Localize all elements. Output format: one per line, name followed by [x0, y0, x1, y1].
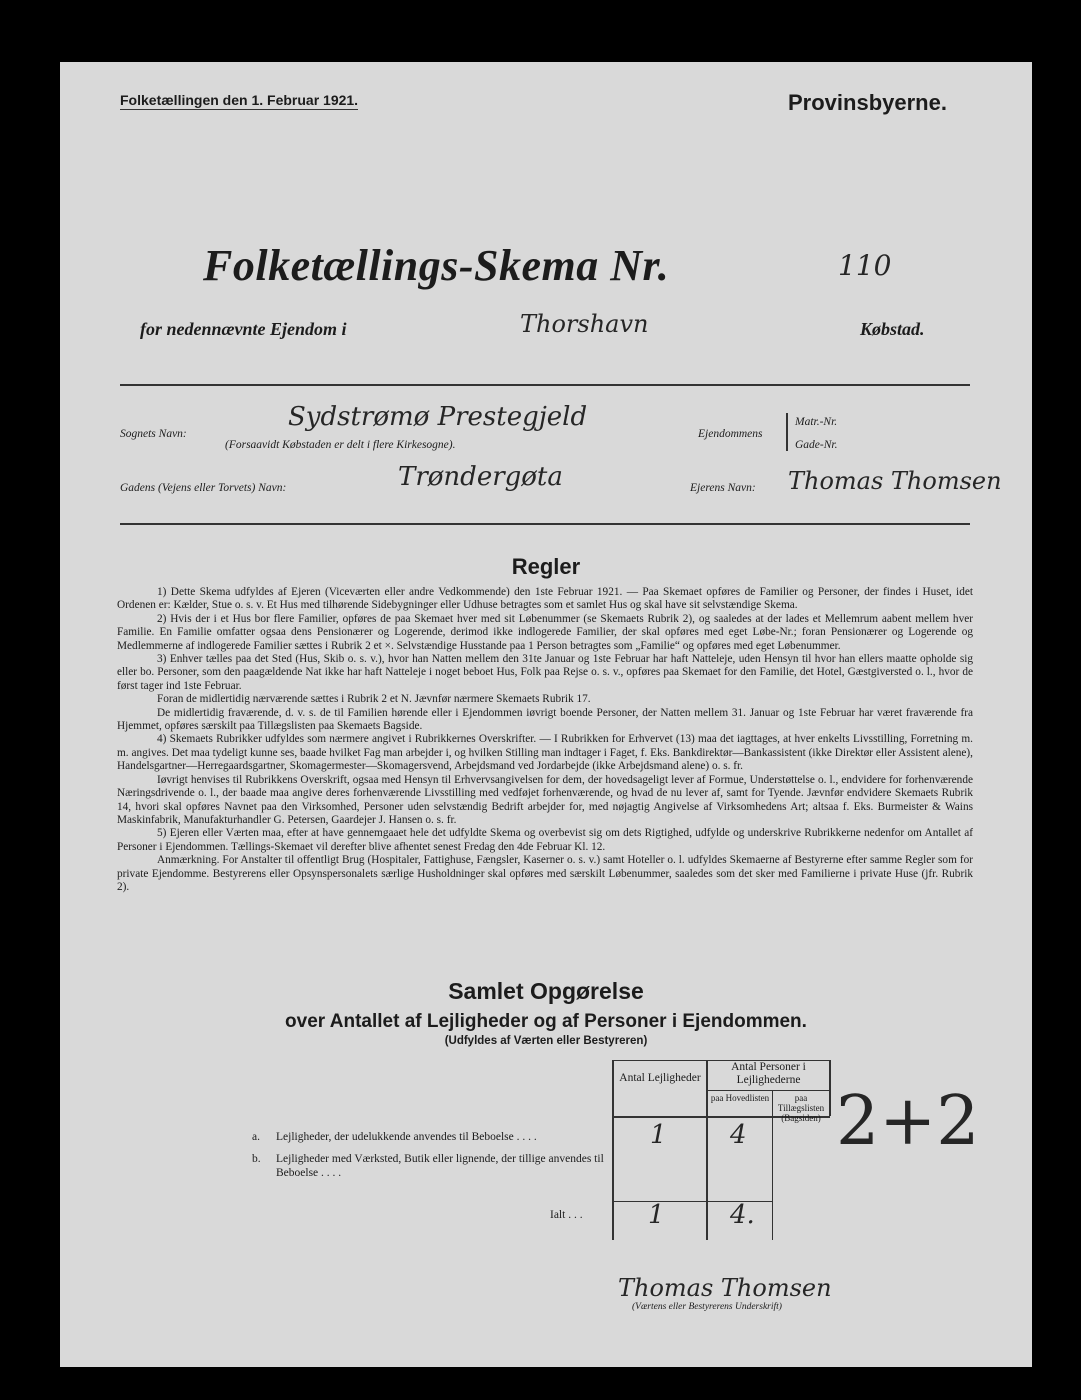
col-tillaeg-header: paa Tillægslisten (Bagsiden)	[777, 1093, 825, 1123]
total-hoved: 4.	[730, 1200, 755, 1230]
parish-value: Sydstrømø Prestegjeld	[288, 402, 588, 432]
rule-3-note-a: Foran de midlertidig nærværende sættes i Rubrik 2 et N. Jævnfør nærmere Skemaets Rubrik 17.	[157, 693, 591, 706]
table-line-mid	[706, 1060, 708, 1240]
row-a-hoved: 4	[730, 1120, 747, 1150]
summary-title: Samlet Opgørelse	[448, 978, 644, 1004]
divider-top	[120, 384, 970, 386]
rules-text	[117, 586, 973, 894]
owner-label: Ejerens Navn:	[690, 482, 756, 494]
street-value: Trøndergøta	[398, 462, 563, 492]
signature-caption: (Værtens eller Bestyrerens Underskrift)	[632, 1302, 782, 1312]
summary-note: (Udfyldes af Værten eller Bestyreren)	[444, 1035, 648, 1047]
region-header: Provinsbyerne.	[788, 90, 947, 115]
form-title: Folketællings-Skema Nr.	[203, 241, 670, 290]
property-suffix: Købstad.	[860, 319, 925, 339]
census-date-header: Folketællingen den 1. Februar 1921.	[120, 92, 359, 108]
owner-value: Thomas Thomsen	[788, 467, 1002, 495]
rule-5: 5) Ejeren eller Værten maa, efter at have gennemgaaet hele det udfyldte Skema og overbevist sig om dets Rigtighed, udfylde og underskrive Rubrikkerne nedenfor om Antallet af Personer i Ejendommen. Tællings-Skemaet vil derefter blive afhentet senest Fredag den 4de Februar Kl. 12.	[117, 827, 973, 853]
census-form	[60, 62, 1032, 1367]
row-a-antal: 1	[650, 1120, 667, 1150]
col-hoved-header: paa Hovedlisten	[710, 1093, 770, 1103]
gade-label: Gade-Nr.	[795, 439, 838, 451]
rule-1: 1) Dette Skema udfyldes af Ejeren (Viceværten eller andre Vedkommende) den 1ste Februar 1921. — Paa Skemaet opføres de Familier og Personer, der findes i Huset, idet Ordenen er: Kælder, Stue o. s. v. Et Hus med tilhørende Sidebygninger eller Udhuse betragtes som et samlet Hus og skal have sit selvstændige Skema.	[117, 586, 973, 612]
rule-remark: Anmærkning. For Anstalter til offentligt Brug (Hospitaler, Fattighuse, Fængsler, Kaserner o. s. v.) samt Hoteller o. l. udfyldes Skemaerne af Bestyrerne efter samme Regler som for private Ejendomme. Bestyrerens eller Opsynspersonalets særlige Husholdninger skal opføres med særskilt Løbenummer, saaledes som det sker med Familierne i private Huse (jfr. Rubrik 2).	[117, 854, 973, 893]
row-a-letter: a.	[252, 1131, 260, 1143]
property-label: Ejendommens	[698, 428, 763, 440]
parish-label: Sognets Navn:	[120, 428, 187, 440]
rule-3-note-b: De midlertidig fraværende, d. v. s. de til Familien hørende eller i Ejendommen iøvrigt boende Personer, der Natten mellem 31. Januar og 1ste Februar har været fraværende fra Hjemmet, opføres særskilt paa Tillægslisten paa Skemaets Bagside.	[117, 706, 973, 733]
table-line-header-split	[706, 1090, 830, 1091]
total-label: Ialt . . .	[550, 1209, 583, 1221]
rules-title: Regler	[511, 554, 581, 579]
row-b-label: Lejligheder med Værksted, Butik eller lignende, der tillige anvendes til Beboelse . . . .	[276, 1153, 604, 1179]
rule-3: 3) Enhver tælles paa det Sted (Hus, Skib o. s. v.), hvor han Natten mellem den 31te Januar og 1ste Februar har haft Natteleje, uden Hensyn til hvor han ellers maatte opholde sig eller bo. Personer, som den paagældende Nat ikke har haft Natteleje i noget beboet Hus, Folk paa Rejse o. s. v., opføres paa Skemaet for den Familie, det Hotel, Gæstgiversted o. l., hvor de først tager ind 1ste Februar.	[117, 653, 973, 692]
summary-subtitle: over Antallet af Lejligheder og af Personer i Ejendommen.	[285, 1011, 807, 1032]
parish-note: (Forsaavidt Købstaden er delt i flere Kirkesogne).	[225, 439, 456, 451]
col-personer-header: Antal Personer i Lejlighederne	[731, 1061, 806, 1086]
table-line-left	[612, 1060, 614, 1240]
row-b-letter: b.	[252, 1153, 261, 1165]
signature: Thomas Thomsen	[618, 1274, 832, 1302]
rule-4: 4) Skemaets Rubrikker udfyldes som nærmere angivet i Rubrikkernes Overskrifter. — I Rubrikken for Erhvervet (13) maa det iagttages, at hver enkelts Livsstilling, Forretning m. m. angives. Det maa tydeligt kunne ses, baade hvilket Fag man arbejder i, og hvilken Stilling man indtager i Faget, f. Eks. Bankdirektør—Bankassistent (ikke Direktør eller Assistent alene), Handelsgartner—Herregaardsgartner, Skomagermester—Skomagersvend, Arbejdsmand ved Jordarbejde (ikke Arbejdsmand alene) o. s. fr.	[117, 733, 973, 773]
rule-4-note: Iøvrigt henvises til Rubrikkens Overskrift, ogsaa med Hensyn til Erhvervsangivelsen for dem, der hovedsageligt lever af Formue, Understøttelse o. l., endvidere for forhenværende Næringsdrivende o. l., der baade maa angive deres forhenværende Livsstilling med vedføjet forhenværende, og hvad de nu lever af, samt for Tyende. Jævnfør endvidere Skemaets Rubrik 14, hvori skal opføres Navnet paa den Virksomhed, Personer uden selvstændig Bedrift arbejder for, med nøjagtig Angivelse af Virksomhedens Art; altsaa f. Eks. Burmeister & Wains Maskinfabrik, Manufakturhandler G. Petersen, Gaardejer J. Hansen o. s. fr.	[117, 773, 973, 826]
street-label: Gadens (Vejens eller Torvets) Navn:	[120, 482, 287, 494]
town-value: Thorshavn	[520, 310, 649, 338]
property-brace	[786, 413, 788, 451]
divider-bottom	[120, 523, 970, 525]
table-line-right	[829, 1060, 831, 1116]
margin-note: 2+2	[836, 1082, 980, 1161]
matr-label: Matr.-Nr.	[795, 416, 838, 428]
total-antal: 1	[648, 1200, 665, 1230]
row-a-label: Lejligheder, der udelukkende anvendes til Beboelse . . . .	[276, 1131, 537, 1143]
form-number: 110	[838, 249, 892, 282]
rule-2: 2) Hvis der i et Hus bor flere Familier, opføres de paa Skemaet hver med sit Løbenummer (se Skemaets Rubrik 2), og saaledes at der lades et Mellemrum aabent mellem hver Familie. En Familie omfatter ogsaa dens Pensionærer og Logerende, derimod ikke indlogerede Familier, der skal opføres med eget Løbe-Nr.; foran Pensionærer og Logerende og Medlemmerne af indlogerede Familier sættes i Rubrik 2 et ×. Selvstændige Husstande paa 1 Person betragtes som „Familie“ og opføres med eget Løbenummer.	[117, 612, 973, 652]
col-antal-header: Antal Lejligheder	[619, 1072, 701, 1084]
property-prefix: for nedennævnte Ejendom i	[140, 319, 347, 339]
